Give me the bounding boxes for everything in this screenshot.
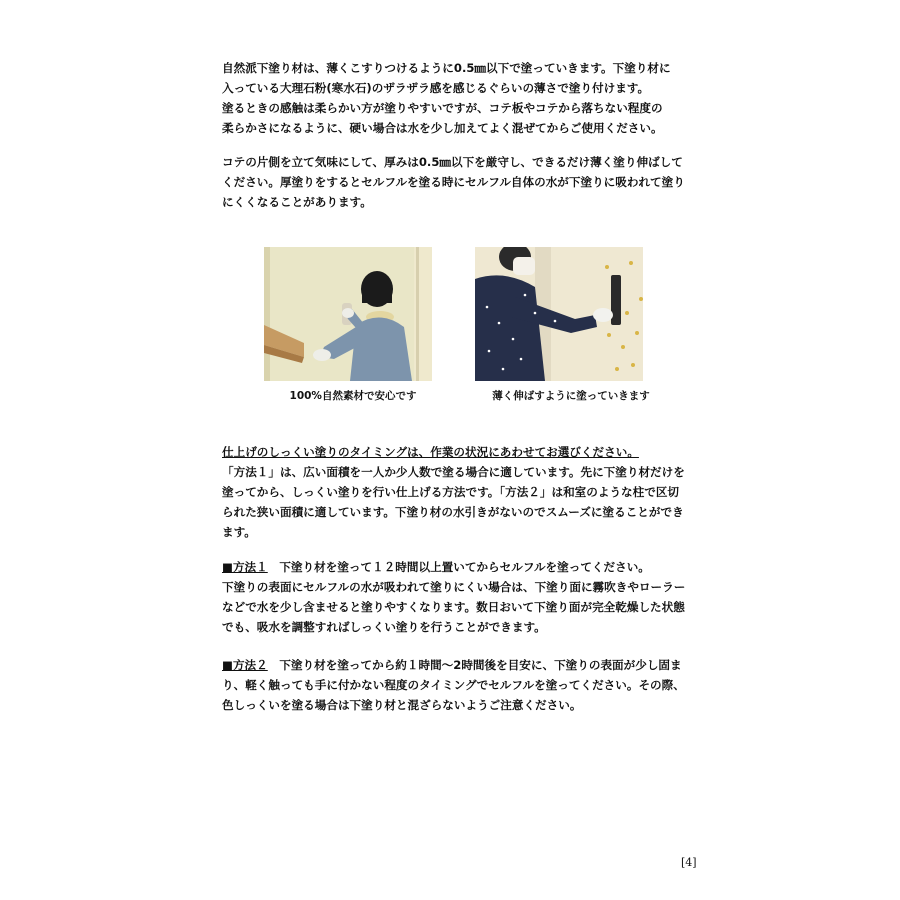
timing-line: 塗ってから、しっくい塗りを行い仕上げる方法です。「方法２」は和室のような柱で区切 xyxy=(222,485,680,499)
method-1-line: 下塗りの表面にセルフルの水が吸われて塗りにくい場合は、下塗り面に霧吹きやローラー xyxy=(222,580,686,594)
trowel-guide-paragraph xyxy=(222,152,692,212)
intro-line: 柔らかさになるように、硬い場合は水を少し加えてよく混ぜてからご使用ください。 xyxy=(222,121,663,135)
timing-section xyxy=(222,442,692,542)
method-1-first-text: 下塗り材を塗って１２時間以上置いてからセルフルを塗ってください。 xyxy=(267,560,650,574)
method-2-first-text: 下塗り材を塗ってから約１時間～2時間後を目安に、下塗りの表面が少し固ま xyxy=(267,658,682,672)
photo-caption: 薄く伸ばすように塗っていきます xyxy=(492,390,650,402)
guide-line: ください。厚塗りをするとセルフルを塗る時にセルフル自体の水が下塗りに吸われて塗り xyxy=(222,175,685,189)
method-2-line: り、軽く触っても手に付かない程度のタイミングでセルフルを塗ってください。その際、 xyxy=(222,678,685,692)
timing-line: 「方法１」は、広い面積を一人か少人数で塗る場合に適しています。先に下塗り材だけを xyxy=(222,465,685,479)
guide-line: にくくなることがあります。 xyxy=(222,195,372,209)
photo-caption: 100%自然素材で安心です xyxy=(289,390,417,402)
method-1-first-line xyxy=(222,557,692,577)
method-1-label: ■方法１ xyxy=(222,560,268,574)
method-2-section xyxy=(222,655,692,715)
page-number: [4] xyxy=(681,856,697,869)
method-2-first-line xyxy=(222,655,692,675)
trowel-spreading-photo xyxy=(475,247,643,381)
method-1-line: などで水を少し含ませると塗りやすくなります。数日おいて下塗り面が完全乾燥した状態 xyxy=(222,600,685,614)
guide-line: コテの片側を立て気味にして、厚みは0.5㎜以下を厳守し、できるだけ薄く塗り伸ばして xyxy=(222,155,683,169)
intro-line: 塗るときの感触は柔らかい方が塗りやすいですが、コテ板やコテから落ちない程度の xyxy=(222,101,663,115)
method-2-line: 色しっくいを塗る場合は下塗り材と混ざらないようご注意ください。 xyxy=(222,698,582,712)
intro-line: 自然派下塗り材は、薄くこすりつけるように0.5㎜以下で塗っていきます。下塗り材に xyxy=(222,61,671,75)
plastering-photo xyxy=(264,247,432,381)
method-1-line: でも、吸水を調整すればしっくい塗りを行うことができます。 xyxy=(222,620,546,634)
intro-paragraph xyxy=(222,58,692,138)
method-1-section xyxy=(222,557,692,637)
method-2-label: ■方法２ xyxy=(222,658,268,672)
timing-line: られた狭い面積に適しています。下塗り材の水引きがないのでスムーズに塗ることができ xyxy=(222,505,684,519)
timing-heading: 仕上げのしっくい塗りのタイミングは、作業の状況にあわせてお選びください。 xyxy=(222,445,639,459)
intro-line: 入っている大理石粉(寒水石)のザラザラ感を感じるぐらいの薄さで塗り付けます。 xyxy=(222,81,650,95)
timing-line: ます。 xyxy=(222,525,256,539)
